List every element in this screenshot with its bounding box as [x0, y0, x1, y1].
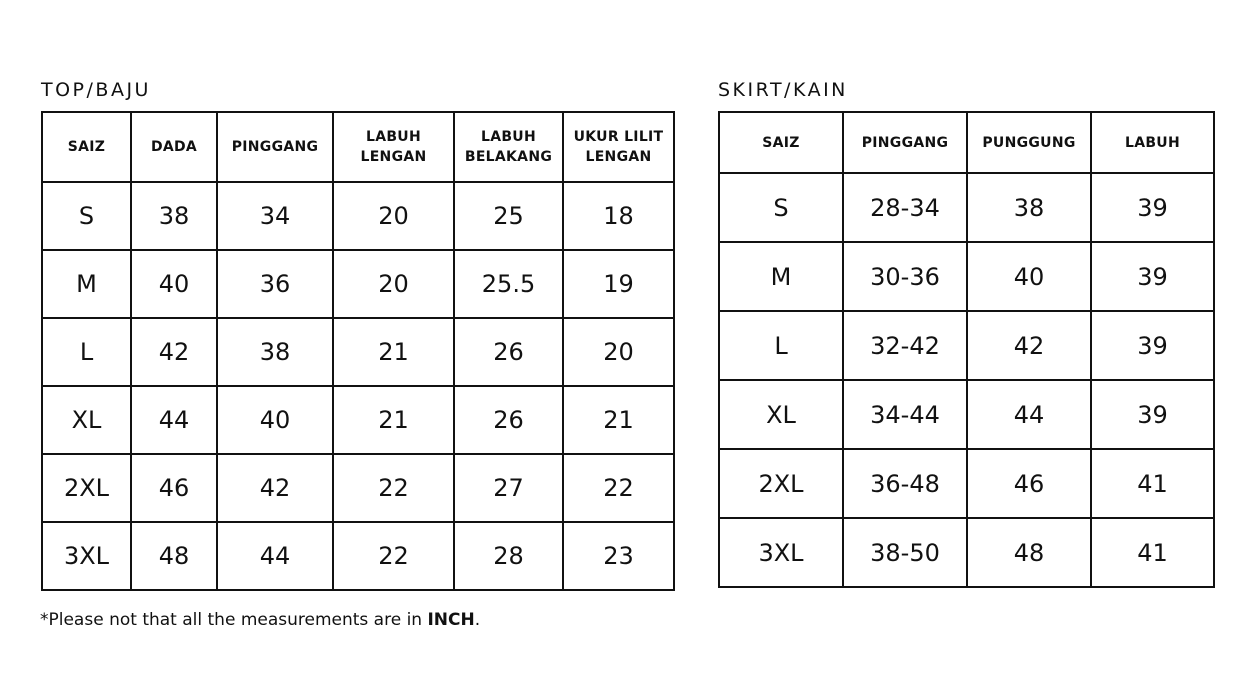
table-cell: 41: [1091, 518, 1214, 587]
table-cell: 28: [454, 522, 563, 590]
table-cell: 2XL: [42, 454, 131, 522]
table-cell: S: [719, 173, 843, 242]
table-row: [42, 454, 674, 522]
footnote-unit: INCH: [427, 610, 475, 630]
table-header-row: [719, 112, 1214, 173]
table-cell: 25: [454, 182, 563, 250]
footnote-end: .: [474, 610, 481, 630]
skirt-size-table: [718, 111, 1215, 588]
table-cell: M: [42, 250, 131, 318]
table-cell: 2XL: [719, 449, 843, 518]
table-cell: 39: [1091, 311, 1214, 380]
table-cell: 34: [217, 182, 333, 250]
table-cell: 39: [1091, 173, 1214, 242]
table-cell: 44: [131, 386, 217, 454]
column-header: LABUH LENGAN: [333, 112, 454, 182]
table-row: [719, 242, 1214, 311]
table-cell: 20: [563, 318, 674, 386]
table-row: [719, 518, 1214, 587]
table-cell: 40: [967, 242, 1091, 311]
table-cell: 23: [563, 522, 674, 590]
table-cell: 20: [333, 182, 454, 250]
table-cell: 40: [217, 386, 333, 454]
table-cell: 22: [563, 454, 674, 522]
table-cell: 41: [1091, 449, 1214, 518]
column-header: PINGGANG: [843, 112, 967, 173]
table-cell: 34-44: [843, 380, 967, 449]
table-cell: L: [719, 311, 843, 380]
table-cell: XL: [42, 386, 131, 454]
table-cell: 46: [967, 449, 1091, 518]
table-row: [719, 449, 1214, 518]
table-cell: 39: [1091, 380, 1214, 449]
column-header: SAIZ: [719, 112, 843, 173]
table-cell: 44: [967, 380, 1091, 449]
table-row: [719, 311, 1214, 380]
table-row: [719, 173, 1214, 242]
column-header: LABUH: [1091, 112, 1214, 173]
table-cell: 46: [131, 454, 217, 522]
table-cell: 27: [454, 454, 563, 522]
table-cell: 20: [333, 250, 454, 318]
table-cell: M: [719, 242, 843, 311]
table-cell: 32-42: [843, 311, 967, 380]
column-header: PINGGANG: [217, 112, 333, 182]
table-cell: 42: [217, 454, 333, 522]
table-cell: 21: [333, 318, 454, 386]
table-cell: 3XL: [719, 518, 843, 587]
table-row: [42, 522, 674, 590]
table-cell: 42: [131, 318, 217, 386]
column-header: PUNGGUNG: [967, 112, 1091, 173]
column-header: SAIZ: [42, 112, 131, 182]
table-cell: 48: [131, 522, 217, 590]
table-cell: 40: [131, 250, 217, 318]
table-cell: 39: [1091, 242, 1214, 311]
table-cell: S: [42, 182, 131, 250]
table-cell: 38: [217, 318, 333, 386]
table-cell: 48: [967, 518, 1091, 587]
table-cell: 21: [333, 386, 454, 454]
table-row: [42, 386, 674, 454]
footnote-text: *Please not that all the measurements are in: [40, 610, 428, 630]
table-cell: 42: [967, 311, 1091, 380]
table-row: [42, 250, 674, 318]
measurement-footnote: [40, 610, 480, 630]
table-cell: 3XL: [42, 522, 131, 590]
column-header: DADA: [131, 112, 217, 182]
column-header: UKUR LILIT LENGAN: [563, 112, 674, 182]
table-cell: 19: [563, 250, 674, 318]
skirt-table-title: SKIRT/KAIN: [718, 79, 848, 101]
table-cell: 18: [563, 182, 674, 250]
table-row: [719, 380, 1214, 449]
table-cell: 44: [217, 522, 333, 590]
table-cell: 28-34: [843, 173, 967, 242]
table-cell: XL: [719, 380, 843, 449]
top-table-title: TOP/BAJU: [41, 79, 151, 101]
table-row: [42, 182, 674, 250]
column-header: LABUH BELAKANG: [454, 112, 563, 182]
table-cell: 36: [217, 250, 333, 318]
table-cell: 26: [454, 386, 563, 454]
table-cell: L: [42, 318, 131, 386]
table-cell: 38-50: [843, 518, 967, 587]
table-cell: 30-36: [843, 242, 967, 311]
table-cell: 22: [333, 454, 454, 522]
table-row: [42, 318, 674, 386]
table-cell: 38: [131, 182, 217, 250]
table-cell: 25.5: [454, 250, 563, 318]
table-cell: 38: [967, 173, 1091, 242]
table-cell: 22: [333, 522, 454, 590]
table-cell: 21: [563, 386, 674, 454]
table-cell: 36-48: [843, 449, 967, 518]
table-header-row: [42, 112, 674, 182]
top-size-table: [41, 111, 675, 591]
table-cell: 26: [454, 318, 563, 386]
